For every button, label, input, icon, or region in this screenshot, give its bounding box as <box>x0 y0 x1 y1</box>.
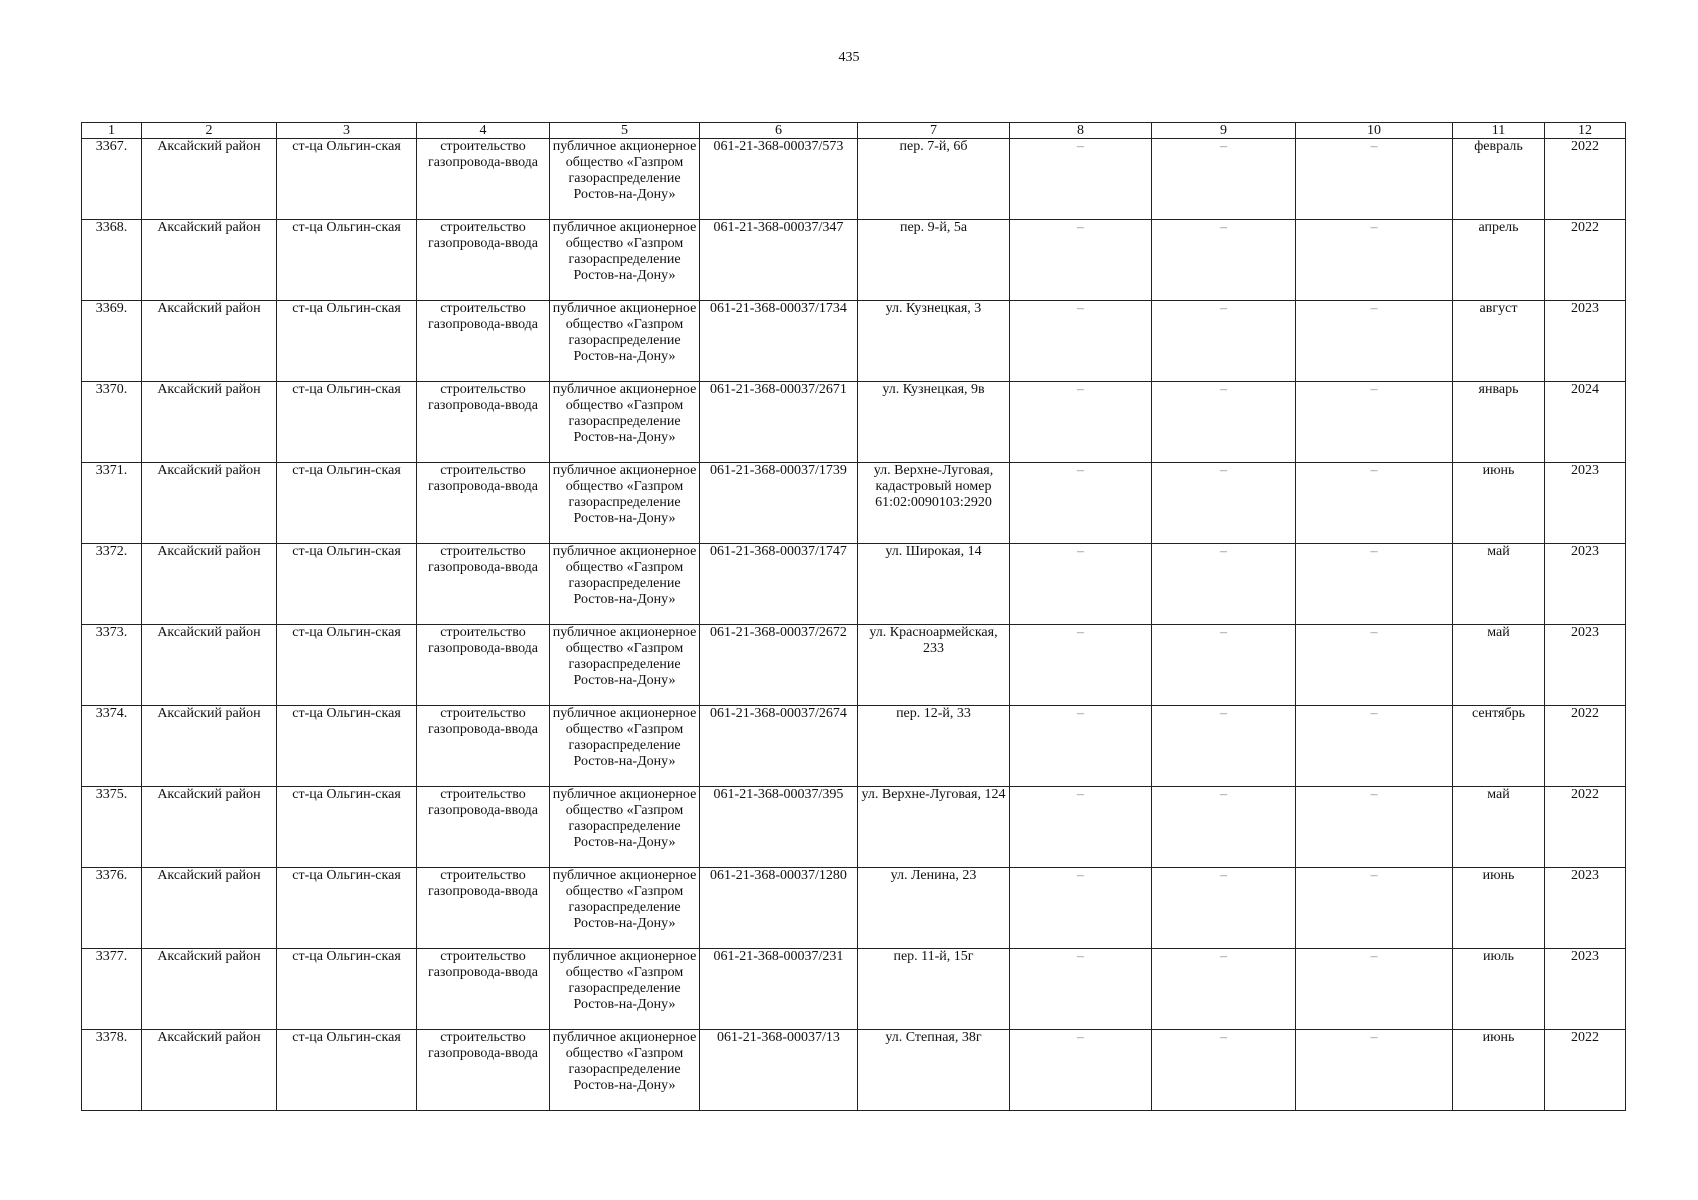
column-number: 8 <box>1010 123 1152 139</box>
year-cell: 2023 <box>1545 868 1626 949</box>
application-code-cell: 061-21-368-00037/1734 <box>700 301 858 382</box>
district-cell: Аксайский район <box>142 787 277 868</box>
district-cell: Аксайский район <box>142 1030 277 1111</box>
district-cell: Аксайский район <box>142 868 277 949</box>
row-number-cell: 3367. <box>82 139 142 220</box>
table-row <box>82 382 1626 463</box>
organization-cell: публичное акционерное общество «Газпром газораспределение Ростов-на-Дону» <box>550 949 700 1030</box>
column-10-cell: – <box>1296 625 1453 706</box>
column-8-cell: – <box>1010 139 1152 220</box>
locality-cell: ст-ца Ольгин-ская <box>277 949 417 1030</box>
row-number-cell: 3371. <box>82 463 142 544</box>
application-code-cell: 061-21-368-00037/2672 <box>700 625 858 706</box>
locality-cell: ст-ца Ольгин-ская <box>277 220 417 301</box>
column-8-cell: – <box>1010 706 1152 787</box>
locality-cell: ст-ца Ольгин-ская <box>277 868 417 949</box>
row-number-cell: 3372. <box>82 544 142 625</box>
work-type-cell: строительство газопровода-ввода <box>417 625 550 706</box>
work-type-cell: строительство газопровода-ввода <box>417 463 550 544</box>
district-cell: Аксайский район <box>142 382 277 463</box>
month-cell: май <box>1453 544 1545 625</box>
column-9-cell: – <box>1152 949 1296 1030</box>
year-cell: 2023 <box>1545 301 1626 382</box>
column-9-cell: – <box>1152 625 1296 706</box>
address-cell: ул. Кузнецкая, 3 <box>858 301 1010 382</box>
table-row <box>82 1030 1626 1111</box>
column-8-cell: – <box>1010 382 1152 463</box>
organization-cell: публичное акционерное общество «Газпром газораспределение Ростов-на-Дону» <box>550 868 700 949</box>
year-cell: 2023 <box>1545 625 1626 706</box>
month-cell: май <box>1453 625 1545 706</box>
locality-cell: ст-ца Ольгин-ская <box>277 1030 417 1111</box>
column-8-cell: – <box>1010 463 1152 544</box>
address-cell: ул. Верхне-Луговая, 124 <box>858 787 1010 868</box>
table-row <box>82 949 1626 1030</box>
column-8-cell: – <box>1010 868 1152 949</box>
work-type-cell: строительство газопровода-ввода <box>417 544 550 625</box>
year-cell: 2022 <box>1545 139 1626 220</box>
address-cell: ул. Красноармейская, 233 <box>858 625 1010 706</box>
row-number-cell: 3373. <box>82 625 142 706</box>
locality-cell: ст-ца Ольгин-ская <box>277 625 417 706</box>
organization-cell: публичное акционерное общество «Газпром газораспределение Ростов-на-Дону» <box>550 382 700 463</box>
district-cell: Аксайский район <box>142 463 277 544</box>
organization-cell: публичное акционерное общество «Газпром газораспределение Ростов-на-Дону» <box>550 220 700 301</box>
application-code-cell: 061-21-368-00037/2674 <box>700 706 858 787</box>
column-8-cell: – <box>1010 220 1152 301</box>
organization-cell: публичное акционерное общество «Газпром газораспределение Ростов-на-Дону» <box>550 463 700 544</box>
application-code-cell: 061-21-368-00037/347 <box>700 220 858 301</box>
row-number-cell: 3374. <box>82 706 142 787</box>
organization-cell: публичное акционерное общество «Газпром газораспределение Ростов-на-Дону» <box>550 706 700 787</box>
row-number-cell: 3378. <box>82 1030 142 1111</box>
column-8-cell: – <box>1010 625 1152 706</box>
address-cell: пер. 7-й, 6б <box>858 139 1010 220</box>
address-cell: пер. 9-й, 5а <box>858 220 1010 301</box>
address-cell: пер. 12-й, 33 <box>858 706 1010 787</box>
column-10-cell: – <box>1296 139 1453 220</box>
column-10-cell: – <box>1296 220 1453 301</box>
application-code-cell: 061-21-368-00037/13 <box>700 1030 858 1111</box>
work-type-cell: строительство газопровода-ввода <box>417 949 550 1030</box>
column-10-cell: – <box>1296 787 1453 868</box>
address-cell: ул. Кузнецкая, 9в <box>858 382 1010 463</box>
row-number-cell: 3369. <box>82 301 142 382</box>
column-10-cell: – <box>1296 1030 1453 1111</box>
locality-cell: ст-ца Ольгин-ская <box>277 787 417 868</box>
work-type-cell: строительство газопровода-ввода <box>417 787 550 868</box>
organization-cell: публичное акционерное общество «Газпром газораспределение Ростов-на-Дону» <box>550 1030 700 1111</box>
row-number-cell: 3370. <box>82 382 142 463</box>
table-row <box>82 787 1626 868</box>
column-8-cell: – <box>1010 301 1152 382</box>
locality-cell: ст-ца Ольгин-ская <box>277 706 417 787</box>
row-number-cell: 3375. <box>82 787 142 868</box>
column-9-cell: – <box>1152 463 1296 544</box>
column-10-cell: – <box>1296 544 1453 625</box>
gasification-table <box>81 122 1626 1111</box>
district-cell: Аксайский район <box>142 544 277 625</box>
column-10-cell: – <box>1296 301 1453 382</box>
locality-cell: ст-ца Ольгин-ская <box>277 382 417 463</box>
column-10-cell: – <box>1296 706 1453 787</box>
address-cell: ул. Степная, 38г <box>858 1030 1010 1111</box>
row-number-cell: 3376. <box>82 868 142 949</box>
table-row <box>82 706 1626 787</box>
organization-cell: публичное акционерное общество «Газпром газораспределение Ростов-на-Дону» <box>550 544 700 625</box>
district-cell: Аксайский район <box>142 625 277 706</box>
year-cell: 2023 <box>1545 949 1626 1030</box>
column-10-cell: – <box>1296 868 1453 949</box>
locality-cell: ст-ца Ольгин-ская <box>277 463 417 544</box>
year-cell: 2023 <box>1545 463 1626 544</box>
organization-cell: публичное акционерное общество «Газпром газораспределение Ростов-на-Дону» <box>550 301 700 382</box>
application-code-cell: 061-21-368-00037/573 <box>700 139 858 220</box>
month-cell: апрель <box>1453 220 1545 301</box>
column-9-cell: – <box>1152 787 1296 868</box>
column-9-cell: – <box>1152 868 1296 949</box>
work-type-cell: строительство газопровода-ввода <box>417 220 550 301</box>
column-9-cell: – <box>1152 220 1296 301</box>
column-8-cell: – <box>1010 544 1152 625</box>
column-number: 1 <box>82 123 142 139</box>
column-10-cell: – <box>1296 382 1453 463</box>
column-number: 12 <box>1545 123 1626 139</box>
locality-cell: ст-ца Ольгин-ская <box>277 139 417 220</box>
column-number: 7 <box>858 123 1010 139</box>
application-code-cell: 061-21-368-00037/1280 <box>700 868 858 949</box>
column-9-cell: – <box>1152 706 1296 787</box>
table-row <box>82 625 1626 706</box>
district-cell: Аксайский район <box>142 301 277 382</box>
column-9-cell: – <box>1152 1030 1296 1111</box>
column-number: 4 <box>417 123 550 139</box>
row-number-cell: 3377. <box>82 949 142 1030</box>
locality-cell: ст-ца Ольгин-ская <box>277 544 417 625</box>
work-type-cell: строительство газопровода-ввода <box>417 868 550 949</box>
application-code-cell: 061-21-368-00037/395 <box>700 787 858 868</box>
address-cell: ул. Ленина, 23 <box>858 868 1010 949</box>
organization-cell: публичное акционерное общество «Газпром газораспределение Ростов-на-Дону» <box>550 625 700 706</box>
address-cell: ул. Широкая, 14 <box>858 544 1010 625</box>
year-cell: 2023 <box>1545 544 1626 625</box>
address-cell: ул. Верхне-Луговая, кадастровый номер 61:02:0090103:2920 <box>858 463 1010 544</box>
table-row <box>82 139 1626 220</box>
year-cell: 2022 <box>1545 220 1626 301</box>
column-number: 3 <box>277 123 417 139</box>
column-number: 2 <box>142 123 277 139</box>
work-type-cell: строительство газопровода-ввода <box>417 139 550 220</box>
column-number: 6 <box>700 123 858 139</box>
organization-cell: публичное акционерное общество «Газпром газораспределение Ростов-на-Дону» <box>550 787 700 868</box>
column-10-cell: – <box>1296 463 1453 544</box>
column-number: 10 <box>1296 123 1453 139</box>
application-code-cell: 061-21-368-00037/2671 <box>700 382 858 463</box>
month-cell: август <box>1453 301 1545 382</box>
month-cell: июль <box>1453 949 1545 1030</box>
work-type-cell: строительство газопровода-ввода <box>417 1030 550 1111</box>
column-number: 5 <box>550 123 700 139</box>
column-number: 9 <box>1152 123 1296 139</box>
month-cell: январь <box>1453 382 1545 463</box>
column-9-cell: – <box>1152 544 1296 625</box>
table-row <box>82 868 1626 949</box>
page-number: 435 <box>838 50 860 65</box>
locality-cell: ст-ца Ольгин-ская <box>277 301 417 382</box>
column-10-cell: – <box>1296 949 1453 1030</box>
column-9-cell: – <box>1152 301 1296 382</box>
column-8-cell: – <box>1010 949 1152 1030</box>
work-type-cell: строительство газопровода-ввода <box>417 301 550 382</box>
application-code-cell: 061-21-368-00037/231 <box>700 949 858 1030</box>
column-number-row <box>82 123 1626 139</box>
month-cell: июнь <box>1453 868 1545 949</box>
column-8-cell: – <box>1010 1030 1152 1111</box>
year-cell: 2022 <box>1545 1030 1626 1111</box>
year-cell: 2022 <box>1545 706 1626 787</box>
month-cell: февраль <box>1453 139 1545 220</box>
column-9-cell: – <box>1152 139 1296 220</box>
table-row <box>82 301 1626 382</box>
month-cell: май <box>1453 787 1545 868</box>
district-cell: Аксайский район <box>142 220 277 301</box>
district-cell: Аксайский район <box>142 139 277 220</box>
year-cell: 2022 <box>1545 787 1626 868</box>
table-row <box>82 463 1626 544</box>
year-cell: 2024 <box>1545 382 1626 463</box>
table-row <box>82 544 1626 625</box>
application-code-cell: 061-21-368-00037/1747 <box>700 544 858 625</box>
district-cell: Аксайский район <box>142 706 277 787</box>
table-row <box>82 220 1626 301</box>
month-cell: сентябрь <box>1453 706 1545 787</box>
application-code-cell: 061-21-368-00037/1739 <box>700 463 858 544</box>
column-8-cell: – <box>1010 787 1152 868</box>
column-9-cell: – <box>1152 382 1296 463</box>
work-type-cell: строительство газопровода-ввода <box>417 382 550 463</box>
month-cell: июнь <box>1453 1030 1545 1111</box>
work-type-cell: строительство газопровода-ввода <box>417 706 550 787</box>
row-number-cell: 3368. <box>82 220 142 301</box>
address-cell: пер. 11-й, 15г <box>858 949 1010 1030</box>
organization-cell: публичное акционерное общество «Газпром газораспределение Ростов-на-Дону» <box>550 139 700 220</box>
month-cell: июнь <box>1453 463 1545 544</box>
district-cell: Аксайский район <box>142 949 277 1030</box>
column-number: 11 <box>1453 123 1545 139</box>
